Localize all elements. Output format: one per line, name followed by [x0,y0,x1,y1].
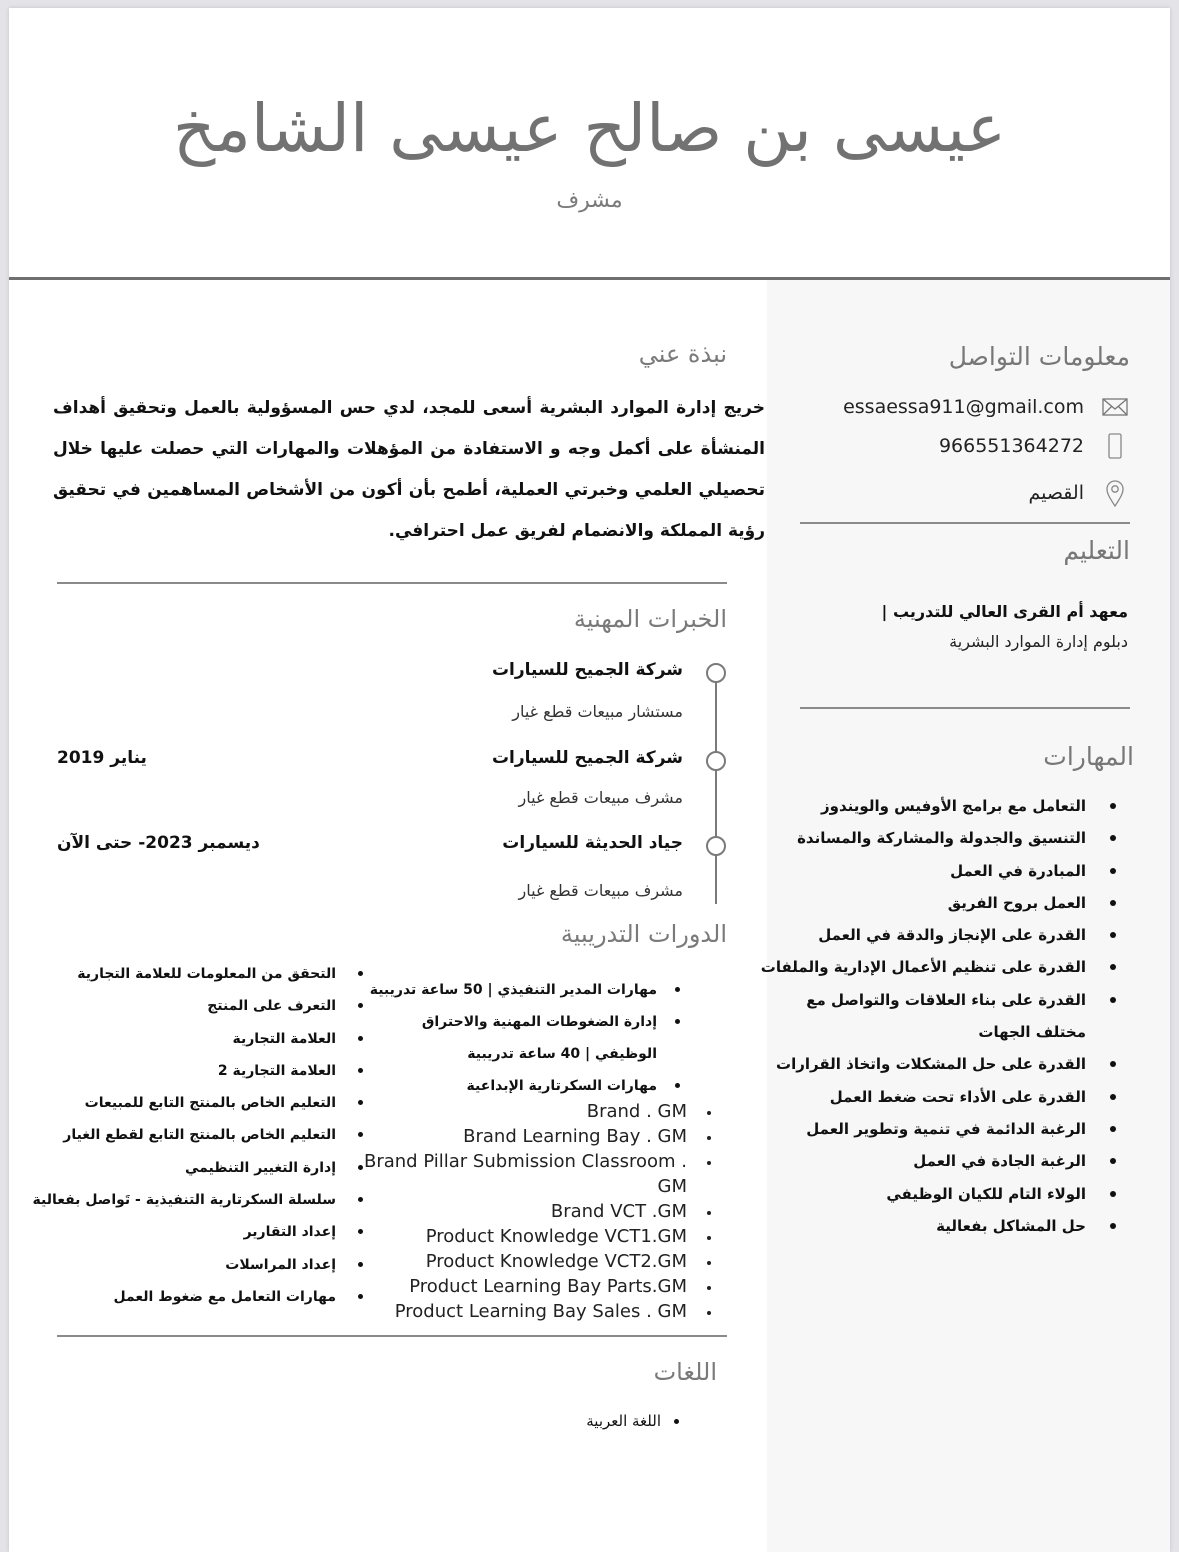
course-item: Brand Learning Bay . GM [335,1124,715,1149]
course-item: التعليم الخاص بالمنتج التابع لقطع الغيار [21,1119,371,1151]
course-item: سلسلة السكرتارية التنفيذية - تَواصل بفعالية [21,1184,371,1216]
course-item: Product Learning Bay Sales . GM [335,1299,715,1324]
experience-date: ديسمبر 2023- حتى الآن [57,833,260,853]
experience-date: يناير 2019 [57,748,147,768]
resume-header [9,8,1170,280]
about-heading: نبذة عني [638,340,727,368]
course-item: مهارات التعامل مع ضغوط العمل [21,1281,371,1313]
skill-item: الولاء التام للكيان الوظيفي [758,1178,1128,1210]
skills-list [758,790,1128,1242]
full-name: عيسى بن صالح عيسى الشامخ [172,90,1007,167]
skill-item: القدرة على تنظيم الأعمال الإدارية والملفات [758,951,1128,983]
course-item: العلامة التجارية 2 [21,1055,371,1087]
experience-role: مستشار مبيعات قطع غيار [512,702,683,721]
course-item: Brand . GM [335,1099,715,1124]
skill-item-continued: مختلف الجهات [978,1023,1086,1042]
skill-item: الرغبة الجادة في العمل [758,1145,1128,1177]
map-pin-icon [1102,480,1128,506]
main-column [9,280,767,1552]
envelope-icon [1102,394,1128,420]
skill-item: الرغبة الدائمة في تنمية وتطوير العمل [758,1113,1128,1145]
experience-company: شركة الجميح للسيارات [491,748,683,768]
skill-item: القدرة على بناء العلاقات والتواصل مع [758,984,1128,1016]
timeline-dot [706,836,726,856]
skill-item: المبادرة في العمل [758,855,1128,887]
course-item: إدارة الضغوطات المهنية والاحتراق [357,1006,687,1038]
education-heading: التعليم [1063,536,1130,565]
phone-value[interactable]: 966551364272 [938,435,1084,457]
course-item: Brand Pillar Submission Classroom . [335,1149,715,1174]
education-degree: دبلوم إدارة الموارد البشرية [949,632,1128,651]
contact-email[interactable] [798,392,1128,422]
about-text: خريج إدارة الموارد البشرية أسعى للمجد، لدي حس المسؤولية بالعمل وتحقيق أهداف المنشأة على أكمل وجه و الاستفادة من المؤهلات والمهارات التي حصلت عليها خلال تحصيلي العلمي وخبرتي العملية، أطمح بأن أكون من الأشخاص المساهمين في تحقيق رؤية المملكة والانضمام لفريق عمل احترافي. [53,398,765,541]
course-item-continued: الوظيفي | 40 ساعة تدريبية [467,1046,657,1062]
location-value: القصيم [1028,482,1084,504]
skills-heading: المهارات [1043,742,1134,771]
course-item: إدارة التغيير التنظيمي [21,1152,371,1184]
course-item: مهارات المدير التنفيذي | 50 ساعة تدريبية [357,974,687,1006]
job-title: مشرف [556,188,623,213]
timeline-dot [706,751,726,771]
courses-arabic-list-1 [357,974,687,1102]
experience-role: مشرف مبيعات قطع غيار [518,881,683,900]
course-item: Product Knowledge VCT1.GM [335,1224,715,1249]
section-divider [57,582,727,584]
experience-role: مشرف مبيعات قطع غيار [518,788,683,807]
languages-heading: اللغات [653,1358,717,1386]
timeline-line [715,672,717,904]
course-item: إعداد التقارير [21,1216,371,1248]
skill-item: التنسيق والجدولة والمشاركة والمساندة [758,822,1128,854]
course-item: Product Learning Bay Parts.GM [335,1274,715,1299]
skill-item: حل المشاكل بفعالية [758,1210,1128,1242]
course-item: Brand VCT .GM [335,1199,715,1224]
contact-phone[interactable] [798,431,1128,461]
contact-location [798,478,1128,508]
courses-heading: الدورات التدريبية [560,920,727,948]
languages-list [586,1406,683,1436]
skill-item: القدرة على حل المشكلات واتخاذ القرارات [758,1048,1128,1080]
sidebar [760,280,1170,1552]
courses-arabic-list-2 [21,958,371,1313]
course-item: مهارات السكرتارية الإبداعية [357,1070,687,1102]
course-item: Product Knowledge VCT2.GM [335,1249,715,1274]
skill-item: القدرة على الأداء تحت ضغط العمل [758,1081,1128,1113]
course-item: العلامة التجارية [21,1023,371,1055]
timeline-dot [706,663,726,683]
skill-item: التعامل مع برامج الأوفيس والويندوز [758,790,1128,822]
course-item: التعليم الخاص بالمنتج التابع للمبيعات [21,1087,371,1119]
section-divider [57,1335,727,1337]
course-item: التحقق من المعلومات للعلامة التجارية [21,958,371,990]
education-school: معهد أم القرى العالي للتدريب | [881,602,1128,621]
course-item: إعداد المراسلات [21,1249,371,1281]
courses-english-list [335,1099,715,1324]
skill-item: العمل بروح الفريق [758,887,1128,919]
section-divider [800,707,1130,709]
language-item: اللغة العربية [586,1406,683,1436]
email-value[interactable]: essaessa911@gmail.com [843,396,1084,418]
contact-heading: معلومات التواصل [948,342,1130,371]
resume-page [9,8,1170,1552]
section-divider [800,522,1130,524]
course-item: التعرف على المنتج [21,990,371,1022]
experience-company: شركة الجميح للسيارات [491,660,683,680]
experience-company: جياد الحديثة للسيارات [502,833,683,853]
phone-icon [1102,433,1128,459]
experience-heading: الخبرات المهنية [573,605,727,633]
skill-item: القدرة على الإنجاز والدقة في العمل [758,919,1128,951]
course-item-continued: GM [657,1176,687,1197]
